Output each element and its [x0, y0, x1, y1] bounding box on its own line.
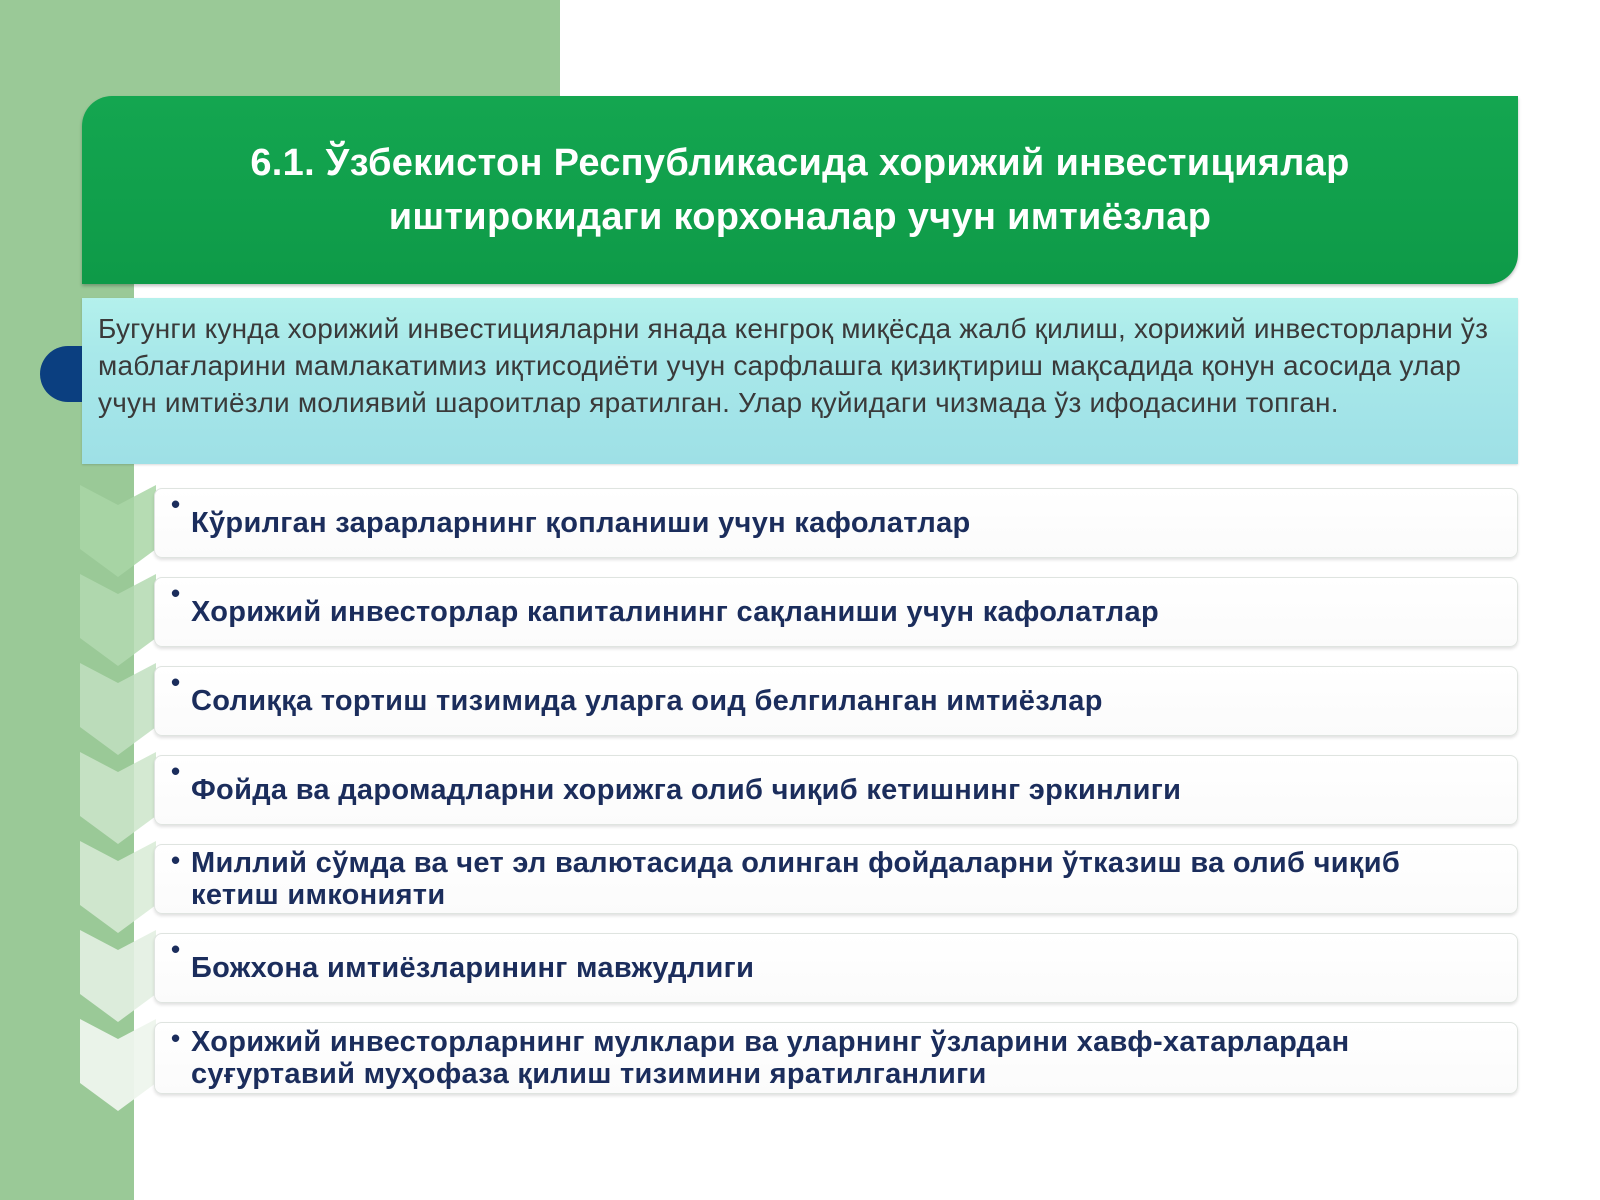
bullet: •: [171, 845, 181, 875]
chevron-icon: [80, 930, 156, 1022]
list-item-text: Миллий сўмда ва чет эл валютасида олинган фойдаларни ўтказиш ва олиб чиқиб кетиш имконияти: [191, 847, 1401, 911]
list-item-text: Солиққа тортиш тизимида уларга оид белгиланган имтиёзлар: [191, 685, 1103, 717]
chevron-icon: [80, 574, 156, 666]
list-item-text: Хорижий инвесторлар капиталининг сақланиши учун кафолатлар: [191, 596, 1159, 628]
bullet: •: [171, 756, 181, 786]
title-banner: [82, 96, 1518, 284]
bullet: •: [171, 489, 181, 519]
list-item: [154, 933, 1518, 1003]
bullet: •: [171, 1023, 181, 1053]
bullet: •: [171, 578, 181, 608]
list-item-text: Фойда ва даромадларни хорижга олиб чиқиб кетишнинг эркинлиги: [191, 774, 1182, 806]
chevron-icon: [80, 841, 156, 933]
list-item: [154, 1022, 1518, 1094]
list-item: [154, 666, 1518, 736]
list-item: [154, 488, 1518, 558]
chevron-icon: [80, 485, 156, 577]
chevron-icon: [80, 752, 156, 844]
list-item-text: Кўрилган зарарларнинг қопланиши учун кафолатлар: [191, 507, 971, 539]
list-item: [154, 755, 1518, 825]
bullet: •: [171, 934, 181, 964]
list-item-text: Хорижий инвесторларнинг мулклари ва уларнинг ўзларини хавф-хатарлардан суғуртавий муҳофаза қилиш тизимини яратилганлиги: [191, 1026, 1350, 1090]
bullet: •: [171, 667, 181, 697]
list-item: [154, 577, 1518, 647]
list-item: [154, 844, 1518, 914]
chevron-icon: [80, 663, 156, 755]
list-item-text: Божхона имтиёзларининг мавжудлиги: [191, 952, 755, 984]
intro-box: [82, 298, 1518, 464]
chevron-icon: [80, 1019, 156, 1111]
intro-text: Бугунги кунда хорижий инвестицияларни янада кенгроқ миқёсда жалб қилиш, хорижий инвесторларни ўз маблағларини мамлакатимиз иқтисодиёти учун сарфлашга қизиқтириш мақсадида қонун асосида улар учун имтиёзли молиявий шароитлар яратилган. Улар қуйидаги чизмада ўз ифодасини топган.: [98, 313, 1489, 418]
slide-title: 6.1. Ўзбекистон Республикасида хорижий инвестициялар иштирокидаги корхоналар учун имтиёзлар: [250, 142, 1350, 238]
